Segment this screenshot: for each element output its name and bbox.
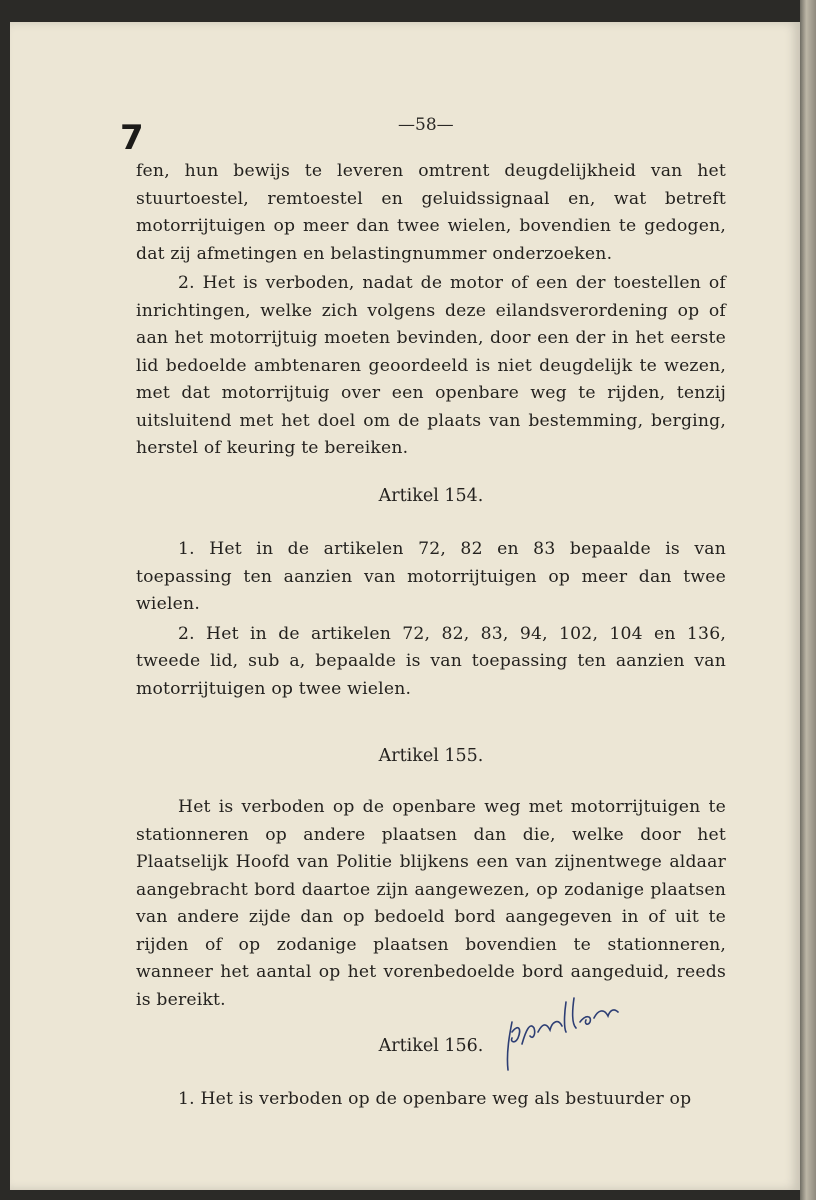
article-156-paragraph-1: 1. Het is verboden op de openbare weg als bestuurder op bbox=[178, 1089, 692, 1109]
article-156-heading: Artikel 156. bbox=[378, 1036, 484, 1056]
paragraph-2: 2. Het is verboden, nadat de motor of een der toestellen of inrichtingen, welke zich volgens deze eilandsverordening op of aan het motorrijtuig moeten bevinden, door een der in het eerste lid bedoelde ambtenaren geoordeeld is niet deugdelijk te wezen, met dat motorrijtuig over een openbare weg te rijden, tenzij uitsluitend met het doel om de plaats van bestemming, berging, herstel of keuring te bereiken. bbox=[136, 273, 726, 458]
article-155-paragraph-1: Het is verboden op de openbare weg met motorrijtuigen te stationneren op andere plaatsen dan die, welke door het Plaatselijk Hoofd van Politie blijkens een van zijnentwege aldaar aangebracht bord daartoe zijn aangewezen, op zodanige plaatsen van andere zijde dan op bedoeld bord aangegeven in of uit te rijden of op zodanige plaatsen bovendien te stationneren, wanneer het aantal op het vorenbedoelde bord aangeduid, reeds is bereikt. bbox=[136, 797, 726, 1010]
article-154-paragraph-2: 2. Het in de artikelen 72, 82, 83, 94, 102, 104 en 136, tweede lid, sub a, bepaalde is van toepassing ten aanzien van motorrijtuigen op twee wielen. bbox=[136, 623, 726, 699]
corner-number: 7 bbox=[120, 118, 144, 158]
article-154-body bbox=[136, 536, 726, 703]
article-156-body bbox=[136, 1086, 726, 1114]
article-155-heading: Artikel 155. bbox=[378, 746, 484, 766]
top-text-block bbox=[136, 158, 726, 463]
page-edge bbox=[800, 0, 816, 1200]
paragraph-continuation: fen, hun bewijs te leveren omtrent deugdelijkheid van het stuurtoestel, remtoestel en geluidssignaal en, wat betreft motorrijtuigen op meer dan twee wielen, bovendien te gedogen, dat zij afmetingen en belastingnummer onderzoeken. bbox=[136, 161, 726, 264]
article-155-body bbox=[136, 794, 726, 1014]
article-154-paragraph-1: 1. Het in de artikelen 72, 82 en 83 bepaalde is van toepassing ten aanzien van motorrijtuigen op meer dan twee wielen. bbox=[136, 539, 726, 614]
article-154-heading: Artikel 154. bbox=[378, 486, 484, 506]
handwritten-signature bbox=[500, 992, 630, 1077]
page-number: —58— bbox=[398, 115, 454, 135]
